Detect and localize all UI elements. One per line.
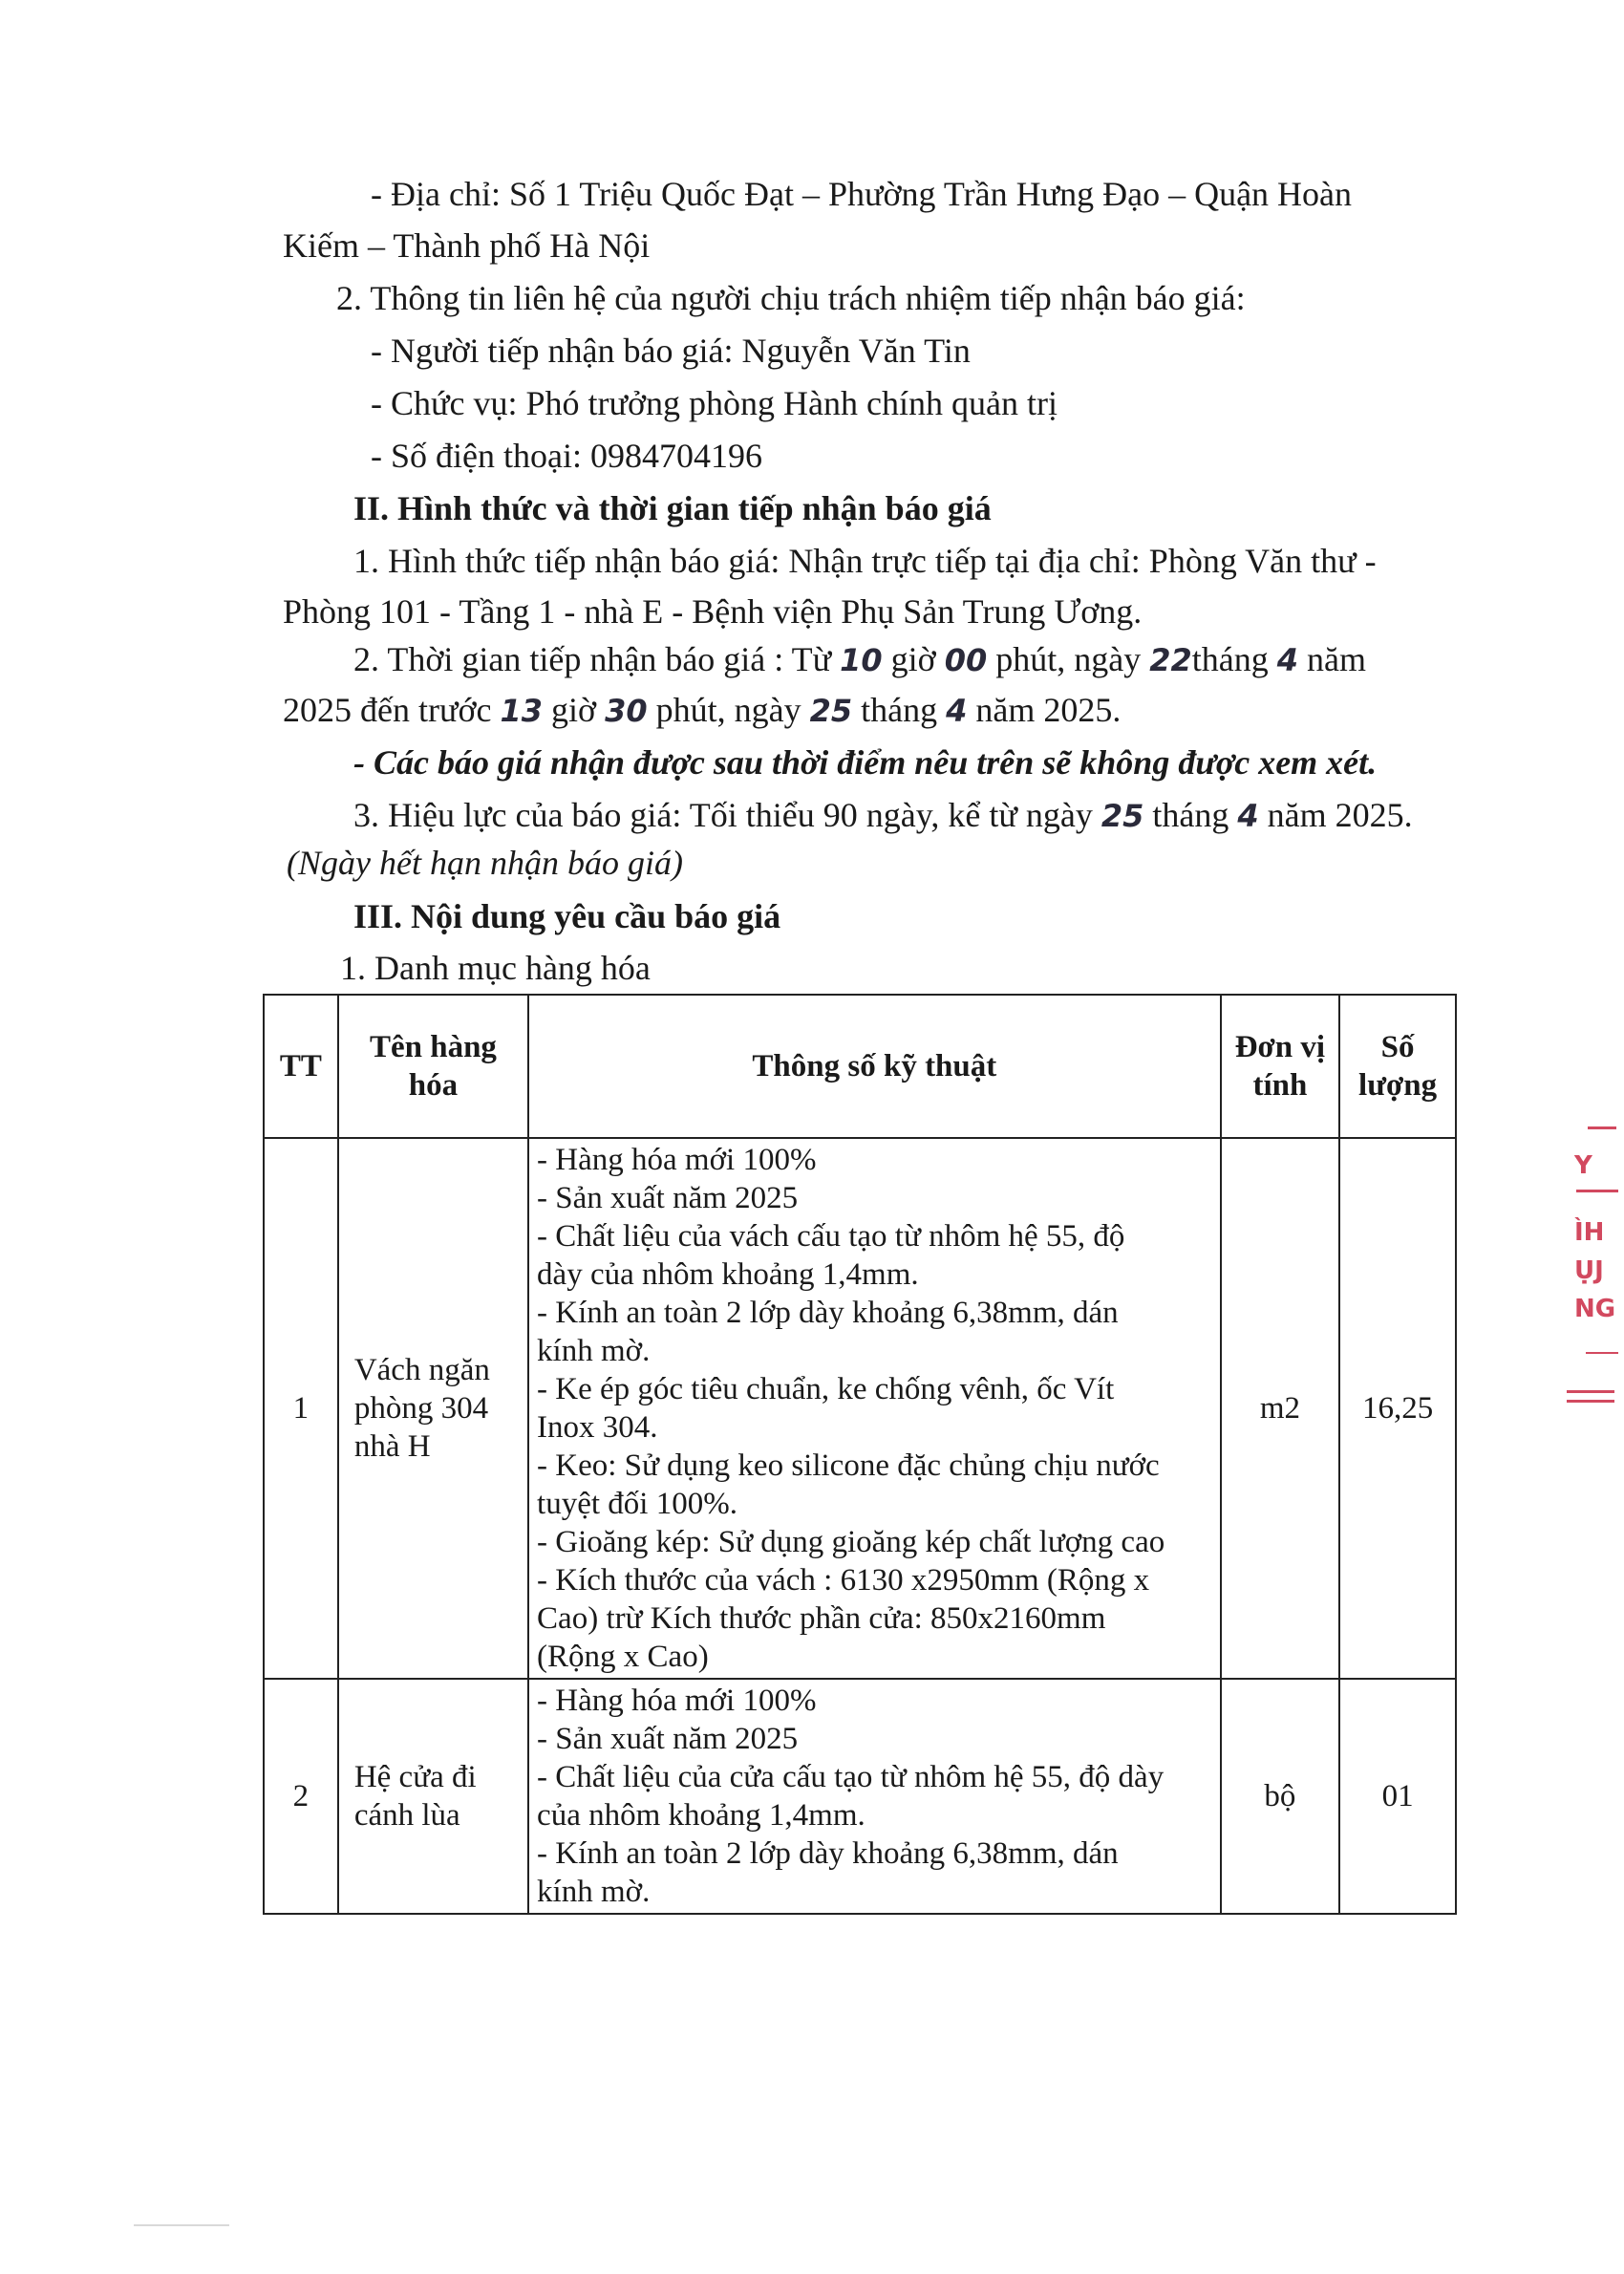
header-unit-line: tính [1252, 1068, 1308, 1103]
row-2-name-line: Hệ cửa đi [353, 1760, 477, 1794]
spec-line: tuyệt đối 100%. [537, 1487, 737, 1521]
header-qty-line: lượng [1358, 1068, 1438, 1103]
row-1-tt: 1 [264, 1138, 338, 1679]
spec-line: Cao) trừ Kích thước phần cửa: 850x2160mm [537, 1601, 1106, 1636]
stamp-text: NG [1574, 1295, 1616, 1323]
stamp-text: Y [1574, 1151, 1592, 1180]
header-qty [1339, 995, 1456, 1138]
spec-line: - Kính an toàn 2 lớp dày khoảng 6,38mm, dán [537, 1836, 1119, 1871]
row-2-specs [528, 1679, 1221, 1914]
handwritten-start-month: 4 [1276, 642, 1299, 678]
row-1-name [338, 1138, 528, 1679]
spec-line: kính mờ. [537, 1334, 651, 1368]
row-1-unit: m2 [1221, 1138, 1340, 1679]
handwritten-end-minute: 30 [605, 693, 648, 729]
header-name [338, 995, 528, 1138]
late-submission-note: - Các báo giá nhận được sau thời điểm nêu trên sẽ không được xem xét. [353, 743, 1378, 782]
header-qty-line: Số [1380, 1030, 1415, 1064]
handwritten-validity-day: 25 [1100, 798, 1144, 834]
validity-text: năm 2025. [1267, 796, 1413, 834]
spec-line: Inox 304. [537, 1410, 658, 1445]
goods-table [263, 994, 1457, 1915]
section-2-title: II. Hình thức và thời gian tiếp nhận báo giá [353, 489, 992, 527]
row-2-tt: 2 [264, 1679, 338, 1914]
spec-line: - Kính an toàn 2 lớp dày khoảng 6,38mm, dán [537, 1296, 1119, 1330]
row-2-name-line: cánh lùa [353, 1798, 460, 1833]
time-text: năm [1307, 640, 1366, 678]
handwritten-validity-month: 4 [1237, 798, 1259, 834]
row-2-name [338, 1679, 528, 1914]
time-text: phút, ngày [655, 691, 801, 729]
spec-line: - Sản xuất năm 2025 [537, 1722, 799, 1756]
stamp-mark [1567, 1400, 1614, 1403]
receive-time-line-1 [353, 638, 1366, 681]
spec-line: - Hàng hóa mới 100% [537, 1684, 817, 1718]
spec-line: (Rộng x Cao) [537, 1640, 709, 1674]
handwritten-start-day: 22 [1149, 642, 1192, 678]
spec-line: dày của nhôm khoảng 1,4mm. [537, 1257, 919, 1292]
time-text: tháng [861, 691, 938, 729]
row-2-qty: 01 [1339, 1679, 1456, 1914]
address-line-1: - Địa chỉ: Số 1 Triệu Quốc Đạt – Phường Trần Hưng Đạo – Quận Hoàn [371, 175, 1353, 213]
time-text: giờ [551, 691, 597, 729]
spec-line: - Sản xuất năm 2025 [537, 1181, 799, 1215]
header-tt: TT [264, 995, 338, 1138]
stamp-text: ỤJ [1574, 1256, 1604, 1285]
spec-line: - Ke ép góc tiêu chuẩn, ke chống vênh, ốc Vít [537, 1372, 1115, 1406]
time-text: giờ [890, 640, 936, 678]
handwritten-start-hour: 10 [840, 642, 883, 678]
spec-line: - Kích thước của vách : 6130 x2950mm (Rộng x [537, 1563, 1150, 1598]
validity-text: 3. Hiệu lực của báo giá: Tối thiểu 90 ngày, kể từ ngày [353, 796, 1093, 834]
section-3-title: III. Nội dung yêu cầu báo giá [353, 897, 781, 935]
time-text: tháng [1191, 640, 1269, 678]
spec-line: - Chất liệu của cửa cấu tạo từ nhôm hệ 55, độ dày [537, 1760, 1165, 1794]
row-1-name-line: nhà H [353, 1429, 431, 1464]
stamp-mark [1576, 1190, 1618, 1192]
goods-list-title: 1. Danh mục hàng hóa [340, 949, 651, 987]
contact-heading: 2. Thông tin liên hệ của người chịu trách nhiệm tiếp nhận báo giá: [336, 279, 1246, 317]
receiver-name: - Người tiếp nhận báo giá: Nguyễn Văn Tin [371, 332, 971, 370]
spec-line: - Gioăng kép: Sử dụng gioăng kép chất lượng cao [537, 1525, 1165, 1559]
stamp-mark [1586, 1352, 1618, 1354]
validity-note: (Ngày hết hạn nhận báo giá) [287, 844, 683, 882]
spec-line: - Chất liệu của vách cấu tạo từ nhôm hệ 55, độ [537, 1219, 1125, 1254]
stamp-mark [1567, 1390, 1614, 1393]
receiver-phone: - Số điện thoại: 0984704196 [371, 437, 762, 475]
table-row [264, 1679, 1456, 1914]
header-unit [1221, 995, 1340, 1138]
time-text: 2025 đến trước [283, 691, 492, 729]
header-name-line: hóa [408, 1068, 459, 1103]
time-text: năm 2025. [975, 691, 1122, 729]
red-stamp-fragment [1567, 1123, 1624, 1428]
time-text: phút, ngày [995, 640, 1142, 678]
receive-form-line-2: Phòng 101 - Tầng 1 - nhà E - Bệnh viện Phụ Sản Trung Ương. [283, 592, 1143, 631]
header-unit-line: Đơn vị [1234, 1030, 1326, 1064]
row-1-name-line: phòng 304 [353, 1391, 489, 1426]
receive-form-line-1: 1. Hình thức tiếp nhận báo giá: Nhận trực tiếp tại địa chỉ: Phòng Văn thư - [353, 542, 1377, 580]
header-name-line: Tên hàng [369, 1030, 497, 1064]
spec-line: - Keo: Sử dụng keo silicone đặc chủng chịu nước [537, 1448, 1160, 1483]
handwritten-end-day: 25 [809, 693, 853, 729]
row-1-name-line: Vách ngăn [353, 1353, 490, 1387]
spec-line: của nhôm khoảng 1,4mm. [537, 1798, 865, 1833]
table-header-row [264, 995, 1456, 1138]
spec-line: - Hàng hóa mới 100% [537, 1143, 817, 1177]
time-text: 2. Thời gian tiếp nhận báo giá : Từ [353, 640, 832, 678]
receiver-position: - Chức vụ: Phó trưởng phòng Hành chính quản trị [371, 384, 1058, 422]
stamp-mark [1588, 1126, 1616, 1129]
spec-line: kính mờ. [537, 1875, 651, 1909]
row-1-specs [528, 1138, 1221, 1679]
row-2-unit: bộ [1221, 1679, 1340, 1914]
handwritten-end-month: 4 [946, 693, 968, 729]
scan-artifact-line [134, 2224, 229, 2226]
handwritten-end-hour: 13 [500, 693, 544, 729]
stamp-text: ÌH [1574, 1218, 1605, 1247]
receive-time-line-2 [283, 689, 1121, 732]
handwritten-start-minute: 00 [944, 642, 988, 678]
validity-line [353, 794, 1413, 837]
header-specs: Thông số kỹ thuật [528, 995, 1221, 1138]
row-1-qty: 16,25 [1339, 1138, 1456, 1679]
table-row [264, 1138, 1456, 1679]
address-line-2: Kiếm – Thành phố Hà Nội [283, 226, 651, 265]
validity-text: tháng [1152, 796, 1229, 834]
